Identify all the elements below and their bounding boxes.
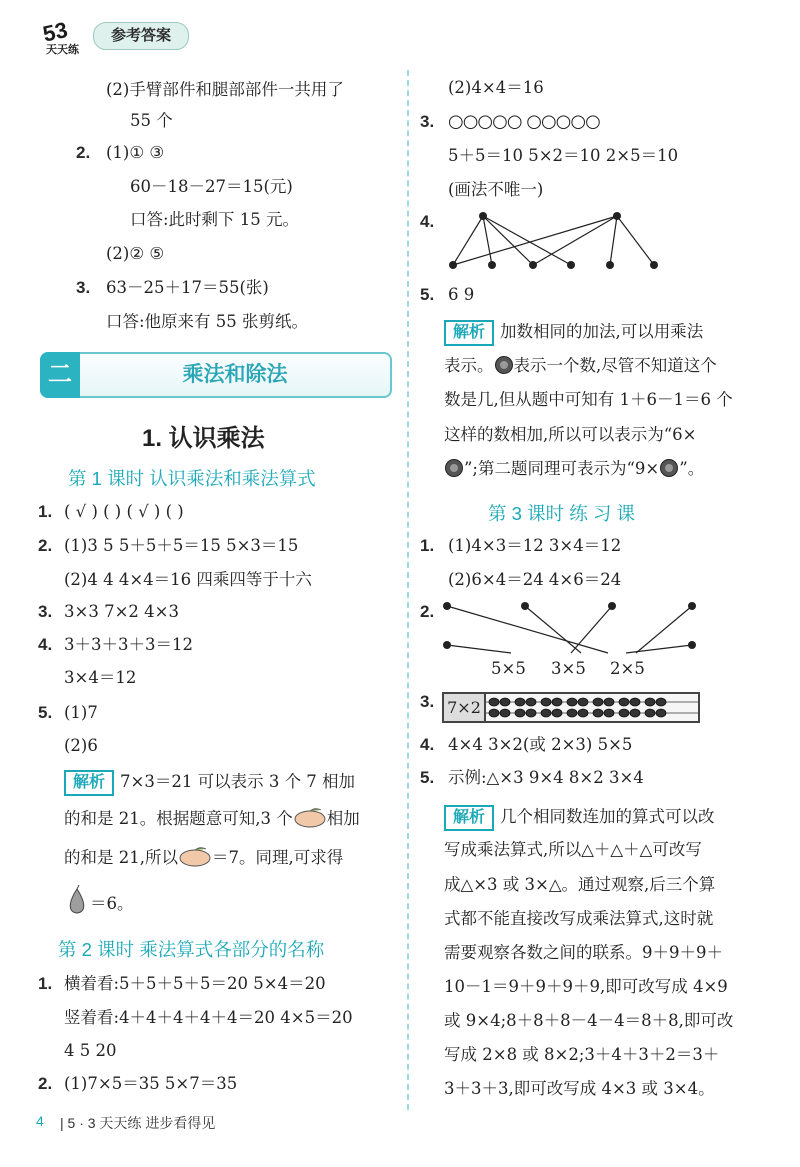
peach-icon: [178, 845, 212, 867]
analysis-line: 3＋3＋3,即可改写成 4×3 或 3×4。: [444, 1079, 715, 1098]
analysis-line: 的和是 21。根据题意可知,3 个 相加: [64, 806, 360, 829]
matching-label: 5×5: [491, 659, 526, 678]
question-number: 4.: [420, 735, 435, 754]
lesson-title: 第 3 课时 练 习 课: [488, 503, 635, 524]
svg-text:53: 53: [42, 17, 70, 47]
answer-line: (2)4 4 4×4＝16 四乘四等于十六: [64, 570, 312, 589]
answer-line: 4×4 3×2(或 2×3) 5×5: [448, 735, 633, 754]
question-number: 3.: [38, 602, 53, 621]
question-number: 2.: [38, 536, 53, 555]
analysis-line: 写成 2×8 或 8×2;3＋4＋3＋2＝3＋: [444, 1045, 720, 1064]
answer-line: (1)4×3＝12 3×4＝12: [448, 536, 622, 555]
answer-line: 示例:△×3 9×4 8×2 3×4: [448, 768, 644, 787]
question-number: 4.: [420, 212, 435, 231]
answer-line: (2)4×4＝16: [448, 78, 544, 97]
section-title: 1. 认识乘法: [142, 425, 265, 452]
answer-line: (1)7: [64, 703, 98, 722]
analysis-line: 这样的数相加,所以可以表示为“6×: [444, 425, 697, 444]
answer-line: 6 9: [448, 285, 475, 304]
answer-line: 63－25＋17＝55(张): [106, 278, 269, 297]
answer-line: (1)7×5＝35 5×7＝35: [64, 1074, 238, 1093]
answer-line: 3×4＝12: [64, 668, 137, 687]
analysis-label: 解析: [64, 770, 114, 796]
answer-line: (2)② ⑤: [106, 244, 165, 263]
footer-slogan: | 5 · 3 天天练 进步看得见: [60, 1115, 216, 1131]
unit-title: 乘法和除法: [182, 363, 288, 386]
answer-line: 3＋3＋3＋3＝12: [64, 635, 193, 654]
answer-line: 横着看:5＋5＋5＋5＝20 5×4＝20: [64, 974, 326, 993]
analysis-line: ”;第二题同理可表示为“9× ”。: [444, 458, 704, 479]
answer-line: (2)6: [64, 736, 98, 755]
analysis-line: 成△×3 或 3×△。通过观察,后三个算: [444, 875, 716, 894]
question-number: 2.: [38, 1074, 53, 1093]
beads-drawing: [486, 694, 698, 721]
unit-number: 二: [40, 352, 80, 398]
answer-line: 5＋5＝10 5×2＝10 2×5＝10: [448, 146, 679, 165]
peach-icon: [293, 806, 327, 828]
question-number: 2.: [420, 602, 435, 621]
bead-label: 7×2: [444, 694, 486, 721]
analysis-line: 10－1＝9＋9＋9＋9,即可改写成 4×9: [444, 977, 728, 996]
analysis-label: 解析: [444, 320, 494, 346]
question-number: 5.: [420, 768, 435, 787]
question-number: 1.: [38, 974, 53, 993]
matching-label: 3×5: [551, 659, 586, 678]
analysis-line: 式都不能直接改写成乘法算式,这时就: [444, 909, 714, 928]
answer-line: 4 5 20: [64, 1041, 117, 1060]
answer-line: 口答:此时剩下 15 元。: [130, 210, 300, 229]
answer-key-tag: 参考答案: [93, 22, 189, 50]
question-number: 1.: [420, 536, 435, 555]
question-number: 5.: [420, 285, 435, 304]
analysis-line: 解析 加数相同的加法,可以用乘法: [444, 320, 703, 346]
analysis-line: 解析 7×3＝21 可以表示 3 个 7 相加: [64, 770, 355, 796]
pear-icon: [64, 885, 90, 915]
analysis-line: 表示。 表示一个数,尽管不知道这个: [444, 356, 717, 375]
matching-diagram: [440, 208, 670, 272]
lesson-title: 第 2 课时 乘法算式各部分的名称: [58, 939, 325, 960]
question-number: 5.: [38, 703, 53, 722]
column-divider: [407, 70, 409, 1110]
answer-line: (2)6×4＝24 4×6＝24: [448, 570, 622, 589]
question-number: 3.: [420, 112, 435, 131]
question-number: 2.: [76, 143, 91, 162]
analysis-line: 数是几,但从题中可知有 1＋6－1＝6 个: [444, 390, 733, 409]
analysis-line: 解析 几个相同数连加的算式可以改: [444, 805, 715, 831]
bead-counter: [442, 692, 700, 723]
answer-line: 55 个: [130, 111, 173, 130]
answer-line: ( √ ) ( ) ( √ ) ( ): [64, 502, 184, 521]
question-number: 3.: [420, 692, 435, 711]
answer-line: (1)① ③: [106, 143, 165, 162]
matching-label: 2×5: [610, 659, 645, 678]
analysis-line: 或 9×4;8＋8＋8－4－4＝8＋8,即可改: [444, 1011, 734, 1030]
question-number: 1.: [38, 502, 53, 521]
sticker-icon: [659, 458, 679, 478]
answer-line: 3×3 7×2 4×3: [64, 602, 179, 621]
brand-logo: [42, 16, 86, 56]
circles-drawing: ○○○○○ ○○○○○: [448, 111, 600, 132]
sticker-icon: [494, 355, 514, 375]
analysis-line: 的和是 21,所以 ＝7。同理,可求得: [64, 845, 343, 868]
answer-line: (画法不唯一): [448, 180, 544, 199]
answer-line: (1)3 5 5＋5＋5＝15 5×3＝15: [64, 536, 299, 555]
analysis-line: ＝6。: [64, 885, 134, 915]
answer-line: 口答:他原来有 55 张剪纸。: [106, 312, 309, 331]
answer-line: 竖着看:4＋4＋4＋4＋4＝20 4×5＝20: [64, 1008, 353, 1027]
page-number: 4: [36, 1113, 44, 1129]
lesson-title: 第 1 课时 认识乘法和乘法算式: [68, 468, 316, 489]
matching-lines-diagram: [436, 598, 700, 654]
svg-text:天天练: 天天练: [46, 43, 79, 56]
answer-line: (2)手臂部件和腿部部件一共用了: [106, 80, 344, 99]
question-number: 4.: [38, 635, 53, 654]
analysis-line: 写成乘法算式,所以△＋△＋△可改写: [444, 840, 702, 859]
sticker-icon: [444, 458, 464, 478]
analysis-label: 解析: [444, 805, 494, 831]
answer-line: 60－18－27＝15(元): [130, 177, 293, 196]
analysis-line: 需要观察各数之间的联系。9＋9＋9＋: [444, 943, 723, 962]
question-number: 3.: [76, 278, 91, 297]
